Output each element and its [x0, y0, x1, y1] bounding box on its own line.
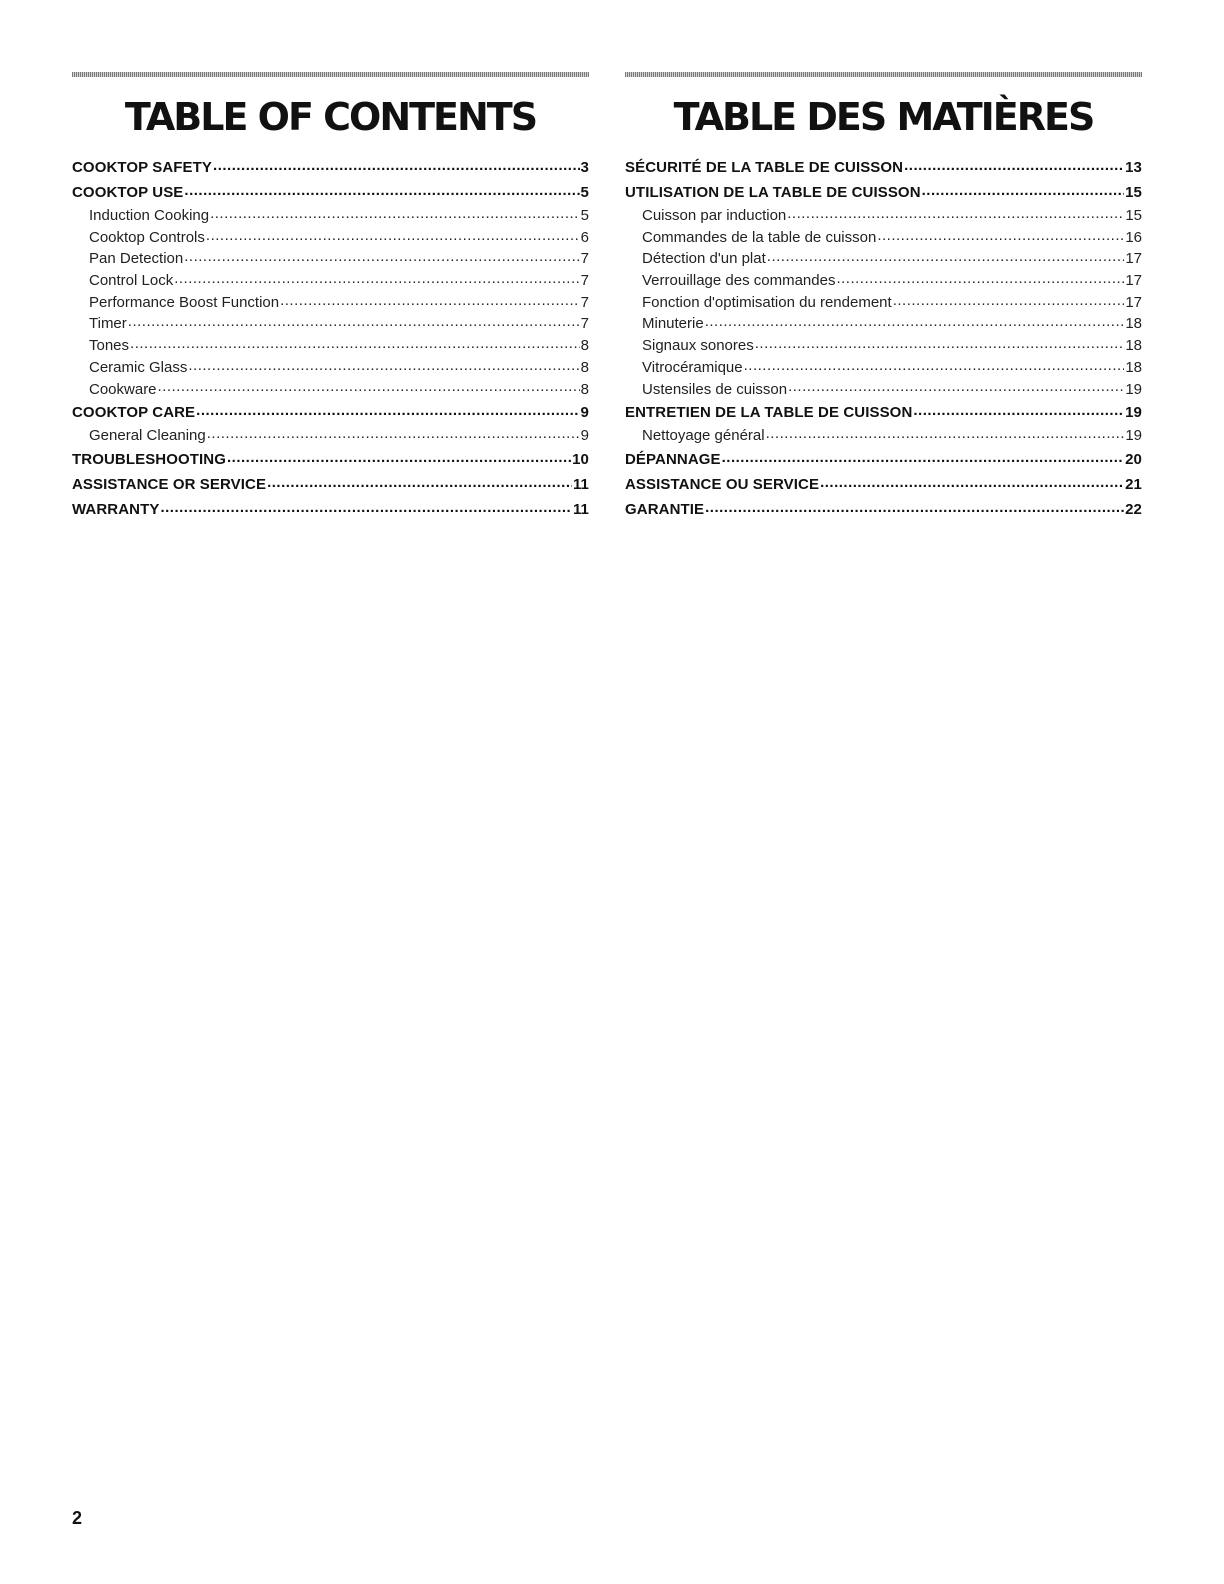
toc-section-entry[interactable]: [72, 472, 589, 497]
toc-entry-label: Cooktop Controls: [89, 228, 205, 246]
toc-entry-label: COOKTOP CARE: [72, 404, 196, 422]
toc-subsection-entry[interactable]: [72, 425, 589, 447]
toc-entry-page: 8: [580, 337, 589, 355]
dot-leader: [184, 248, 579, 270]
toc-entry-page: 19: [1125, 380, 1142, 398]
toc-section: [72, 472, 589, 497]
toc-section-entry[interactable]: [625, 472, 1142, 497]
toc-subsection-entry[interactable]: [72, 248, 589, 270]
toc-entry-page: 13: [1125, 159, 1142, 176]
toc-section: [72, 400, 589, 447]
dot-leader: [227, 447, 571, 472]
toc-entry-page: 18: [1125, 315, 1142, 333]
toc-subsection-entry[interactable]: [72, 270, 589, 292]
page-number: 2: [72, 1508, 83, 1528]
dot-leader: [744, 357, 1125, 379]
toc-entry-page: 17: [1125, 272, 1142, 290]
toc-section: [72, 497, 589, 522]
dot-leader: [913, 400, 1124, 425]
dot-leader: [766, 425, 1125, 447]
toc-entry-label: General Cleaning: [89, 427, 206, 445]
dot-leader: [207, 425, 580, 447]
dot-leader: [280, 292, 580, 314]
dot-leader: [158, 379, 580, 401]
toc-section: [72, 155, 589, 180]
toc-subsection-list: [625, 425, 1142, 447]
toc-section: [625, 155, 1142, 180]
toc-entry-label: Minuterie: [642, 315, 704, 333]
toc-subsection-entry[interactable]: [625, 292, 1142, 314]
toc-subsection-list: [625, 205, 1142, 400]
toc-entry-page: 7: [580, 272, 589, 290]
toc-entry-label: Induction Cooking: [89, 207, 210, 224]
toc-entry-label: TROUBLESHOOTING: [72, 450, 226, 468]
toc-subsection-entry[interactable]: [72, 357, 589, 379]
toc-entry-page: 20: [1125, 450, 1142, 468]
toc-section: [625, 400, 1142, 447]
toc-entry-page: 5: [580, 207, 589, 224]
toc-subsection: [625, 379, 1142, 401]
toc-entry-page: 19: [1125, 404, 1142, 422]
toc-entry-label: Verrouillage des commandes: [642, 272, 836, 290]
dot-leader: [206, 227, 580, 249]
toc-entry-label: WARRANTY: [72, 500, 160, 518]
dot-leader: [210, 205, 580, 227]
toc-subsection-entry[interactable]: [72, 292, 589, 314]
dot-leader: [174, 270, 579, 292]
toc-entry-label: Fonction d'optimisation du rendement: [642, 293, 892, 311]
toc-section-entry[interactable]: [72, 155, 589, 180]
dot-leader: [128, 313, 580, 335]
toc-entry-label: Détection d'un plat: [642, 250, 766, 268]
toc-entry-page: 8: [580, 358, 589, 376]
toc-subsection-entry[interactable]: [625, 270, 1142, 292]
toc-subsection: [625, 425, 1142, 447]
toc-section: [625, 447, 1142, 472]
header-rule: [72, 72, 589, 77]
toc-entry-label: Pan Detection: [89, 250, 184, 268]
toc-entry-page: 17: [1125, 250, 1142, 268]
toc-section-entry[interactable]: [72, 400, 589, 425]
toc-entry-label: Cuisson par induction: [642, 207, 787, 224]
toc-entry-label: GARANTIE: [625, 500, 705, 518]
toc-entry-page: 11: [572, 500, 589, 518]
toc-section: [72, 180, 589, 400]
toc-subsection-list: [72, 205, 589, 400]
toc-subsection: [625, 227, 1142, 249]
toc-subsection-list: [72, 425, 589, 447]
toc-section-entry[interactable]: [625, 497, 1142, 522]
dot-leader: [705, 497, 1124, 522]
toc-entry-page: 15: [1125, 207, 1142, 224]
toc-list-french: [625, 155, 1142, 522]
toc-subsection: [72, 227, 589, 249]
toc-subsection-entry[interactable]: [625, 425, 1142, 447]
toc-subsection: [72, 357, 589, 379]
toc-section: [625, 472, 1142, 497]
toc-section: [72, 447, 589, 472]
toc-entry-label: Cookware: [89, 380, 157, 398]
toc-title-french: TABLE DES MATIÈRES: [673, 95, 1094, 139]
toc-entry-label: Ustensiles de cuisson: [642, 380, 788, 398]
toc-section: [625, 180, 1142, 400]
toc-section-entry[interactable]: [625, 400, 1142, 425]
toc-subsection-entry[interactable]: [625, 357, 1142, 379]
toc-entry-page: 10: [572, 450, 589, 468]
toc-subsection: [625, 248, 1142, 270]
toc-subsection: [625, 205, 1142, 227]
toc-subsection-entry[interactable]: [72, 335, 589, 357]
toc-entry-page: 7: [580, 315, 589, 333]
toc-section-entry[interactable]: [625, 180, 1142, 205]
toc-entry-label: Signaux sonores: [642, 337, 754, 355]
toc-entry-label: ENTRETIEN DE LA TABLE DE CUISSON: [625, 404, 913, 422]
toc-entry-label: ASSISTANCE OU SERVICE: [625, 475, 820, 493]
toc-subsection-entry[interactable]: [72, 379, 589, 401]
toc-section-entry[interactable]: [72, 180, 589, 205]
dot-leader: [188, 357, 579, 379]
toc-entry-page: 11: [572, 475, 589, 493]
toc-subsection-entry[interactable]: [72, 205, 589, 227]
toc-french-column: [625, 72, 1142, 522]
dot-leader: [267, 472, 572, 497]
toc-entry-label: COOKTOP USE: [72, 184, 184, 201]
toc-entry-page: 7: [580, 250, 589, 268]
toc-entry-label: Vitrocéramique: [642, 358, 743, 376]
toc-entry-label: Performance Boost Function: [89, 293, 280, 311]
toc-list-english: [72, 155, 589, 522]
toc-entry-page: 9: [580, 404, 589, 422]
dot-leader: [196, 400, 579, 425]
toc-subsection: [72, 335, 589, 357]
toc-subsection-entry[interactable]: [625, 248, 1142, 270]
toc-entry-page: 7: [580, 293, 589, 311]
toc-subsection: [72, 313, 589, 335]
toc-entry-label: Timer: [89, 315, 127, 333]
dot-leader: [820, 472, 1124, 497]
dot-leader: [877, 227, 1124, 249]
toc-subsection-entry[interactable]: [72, 313, 589, 335]
dot-leader: [788, 379, 1124, 401]
toc-subsection: [625, 270, 1142, 292]
toc-entry-page: 17: [1125, 293, 1142, 311]
toc-section: [625, 497, 1142, 522]
dot-leader: [130, 335, 580, 357]
toc-section-entry[interactable]: [625, 155, 1142, 180]
toc-section-entry[interactable]: [625, 447, 1142, 472]
toc-entry-label: DÉPANNAGE: [625, 450, 721, 468]
toc-entry-page: 6: [580, 228, 589, 246]
toc-subsection: [72, 425, 589, 447]
dot-leader: [160, 497, 571, 522]
toc-entry-page: 15: [1125, 184, 1142, 201]
toc-entry-page: 19: [1125, 427, 1142, 445]
dot-leader: [787, 205, 1124, 227]
toc-entry-page: 3: [580, 159, 589, 176]
toc-subsection: [625, 292, 1142, 314]
toc-english-column: [72, 72, 589, 522]
toc-subsection: [72, 248, 589, 270]
toc-subsection-entry[interactable]: [72, 227, 589, 249]
dot-leader: [705, 313, 1125, 335]
toc-section-entry[interactable]: [72, 497, 589, 522]
toc-entry-page: 8: [580, 380, 589, 398]
dot-leader: [755, 335, 1125, 357]
toc-subsection: [72, 205, 589, 227]
dot-leader: [922, 180, 1124, 205]
toc-title-english: TABLE OF CONTENTS: [124, 95, 537, 139]
dot-leader: [213, 155, 580, 180]
toc-subsection: [72, 379, 589, 401]
dot-leader: [893, 292, 1125, 314]
dot-leader: [904, 155, 1124, 180]
toc-entry-label: COOKTOP SAFETY: [72, 159, 213, 176]
toc-entry-label: ASSISTANCE OR SERVICE: [72, 475, 267, 493]
dot-leader: [184, 180, 579, 205]
toc-subsection: [625, 313, 1142, 335]
toc-entry-page: 9: [580, 427, 589, 445]
toc-entry-label: UTILISATION DE LA TABLE DE CUISSON: [625, 184, 921, 201]
toc-subsection-entry[interactable]: [625, 335, 1142, 357]
dot-leader: [722, 447, 1124, 472]
toc-entry-label: Nettoyage général: [642, 427, 765, 445]
toc-entry-label: Control Lock: [89, 272, 174, 290]
toc-entry-label: Tones: [89, 337, 130, 355]
toc-subsection-entry[interactable]: [625, 313, 1142, 335]
dot-leader: [836, 270, 1124, 292]
toc-entry-page: 21: [1125, 475, 1142, 493]
toc-subsection: [72, 270, 589, 292]
toc-section-entry[interactable]: [72, 447, 589, 472]
toc-entry-page: 18: [1125, 337, 1142, 355]
toc-subsection-entry[interactable]: [625, 205, 1142, 227]
toc-entry-page: 16: [1125, 228, 1142, 246]
toc-entry-label: Ceramic Glass: [89, 358, 188, 376]
toc-entry-page: 18: [1125, 358, 1142, 376]
dot-leader: [767, 248, 1125, 270]
header-rule: [625, 72, 1142, 77]
toc-entry-page: 5: [580, 184, 589, 201]
toc-subsection: [625, 335, 1142, 357]
toc-subsection: [72, 292, 589, 314]
toc-subsection: [625, 357, 1142, 379]
toc-entry-label: Commandes de la table de cuisson: [642, 228, 877, 246]
toc-subsection-entry[interactable]: [625, 379, 1142, 401]
toc-entry-label: SÉCURITÉ DE LA TABLE DE CUISSON: [625, 159, 904, 176]
toc-entry-page: 22: [1125, 500, 1142, 518]
toc-subsection-entry[interactable]: [625, 227, 1142, 249]
